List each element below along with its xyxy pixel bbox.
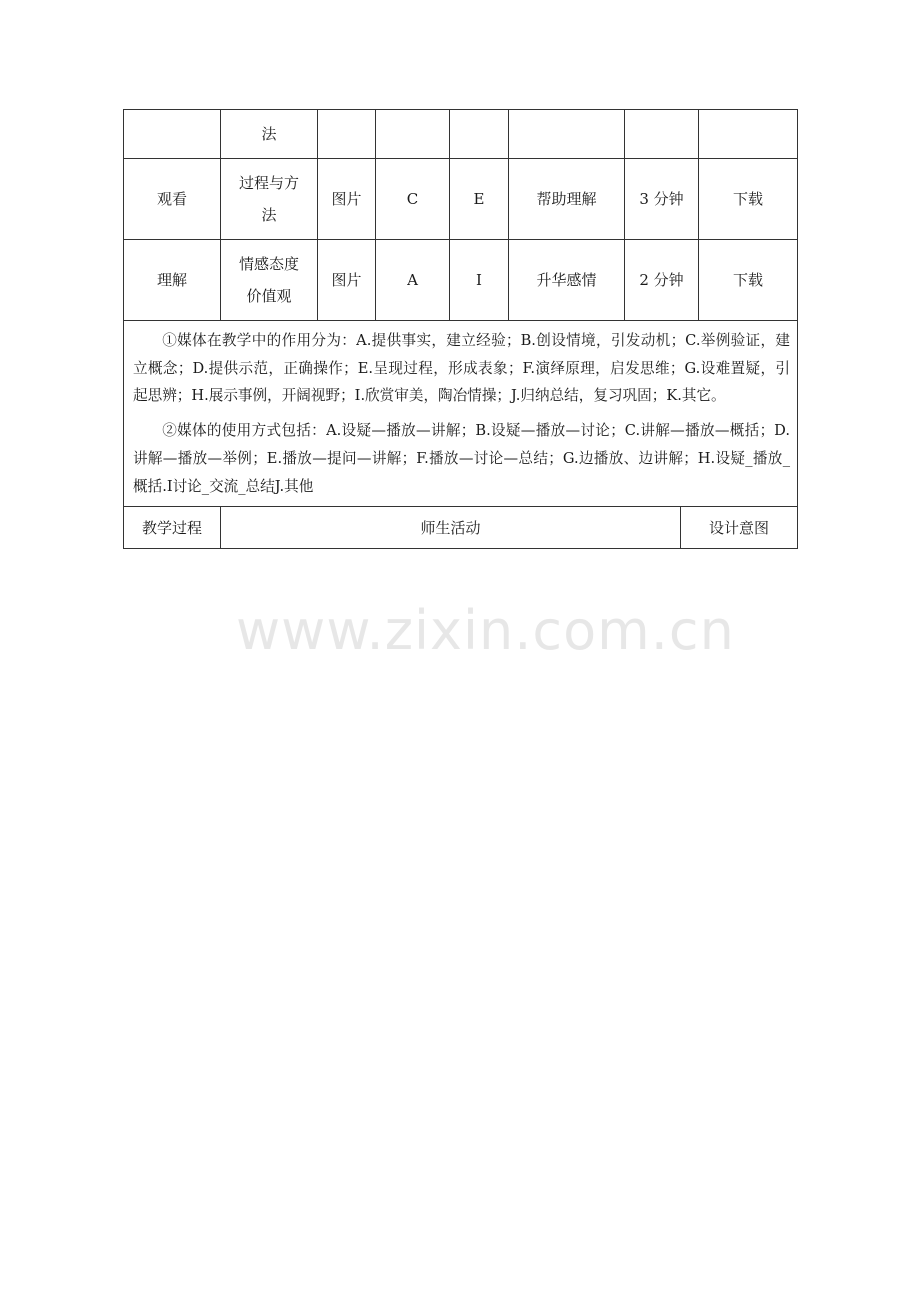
table-cell: 帮助理解 (509, 159, 625, 240)
table-cell: A (376, 240, 450, 321)
table-cell (318, 110, 376, 159)
media-table (123, 109, 798, 507)
table-cell (221, 159, 318, 240)
table-cell-text: 过程与方法 (238, 174, 299, 224)
teaching-process-label: 教学过程 (124, 507, 221, 549)
table-cell: E (450, 159, 509, 240)
teacher-student-activity-label: 师生活动 (221, 507, 681, 549)
table-cell: 法 (221, 110, 318, 159)
media-role-note: ①媒体在教学中的作用分为：A.提供事实，建立经验；B.创设情境，引发动机；C.举例验证，建立概念；D.提供示范，正确操作；E.呈现过程，形成表象；F.演绎原理，启发思维；G.设难置疑，引起思辨；H.展示事例，开阔视野；I.欣赏审美，陶冶情操；J.归纳总结，复习巩固；K.其它。 (133, 332, 790, 405)
table-row (124, 159, 798, 240)
table-cell: 图片 (318, 159, 376, 240)
table-cell: 升华感情 (509, 240, 625, 321)
table-row (124, 507, 798, 549)
table-cell (221, 240, 318, 321)
watermark: www.zixin.com.cn (236, 599, 735, 662)
notes-cell (124, 321, 798, 507)
table-cell: 下载 (699, 240, 798, 321)
table-cell (124, 110, 221, 159)
table-cell (509, 110, 625, 159)
table-cell: 理解 (124, 240, 221, 321)
table-cell-text: 情感态度价值观 (238, 255, 299, 305)
design-intent-label: 设计意图 (681, 507, 798, 549)
document-page (123, 109, 797, 549)
table-cell: C (376, 159, 450, 240)
table-cell: 2 分钟 (625, 240, 699, 321)
table-cell: 图片 (318, 240, 376, 321)
table-cell (625, 110, 699, 159)
table-cell: I (450, 240, 509, 321)
table-row (124, 110, 798, 159)
table-cell (450, 110, 509, 159)
table-cell (699, 110, 798, 159)
teaching-process-header (123, 506, 798, 549)
table-cell: 观看 (124, 159, 221, 240)
table-cell (376, 110, 450, 159)
media-usage-note: ②媒体的使用方式包括：A.设疑—播放—讲解；B.设疑—播放—讨论；C.讲解—播放—概括；D.讲解—播放—举例；E.播放—提问—讲解；F.播放—讨论—总结；G.边播放、边讲解；H.设疑_播放_概括.I讨论_交流_总结J.其他 (133, 422, 790, 495)
table-cell: 下载 (699, 159, 798, 240)
table-row (124, 240, 798, 321)
notes-row (124, 321, 798, 507)
table-cell: 3 分钟 (625, 159, 699, 240)
